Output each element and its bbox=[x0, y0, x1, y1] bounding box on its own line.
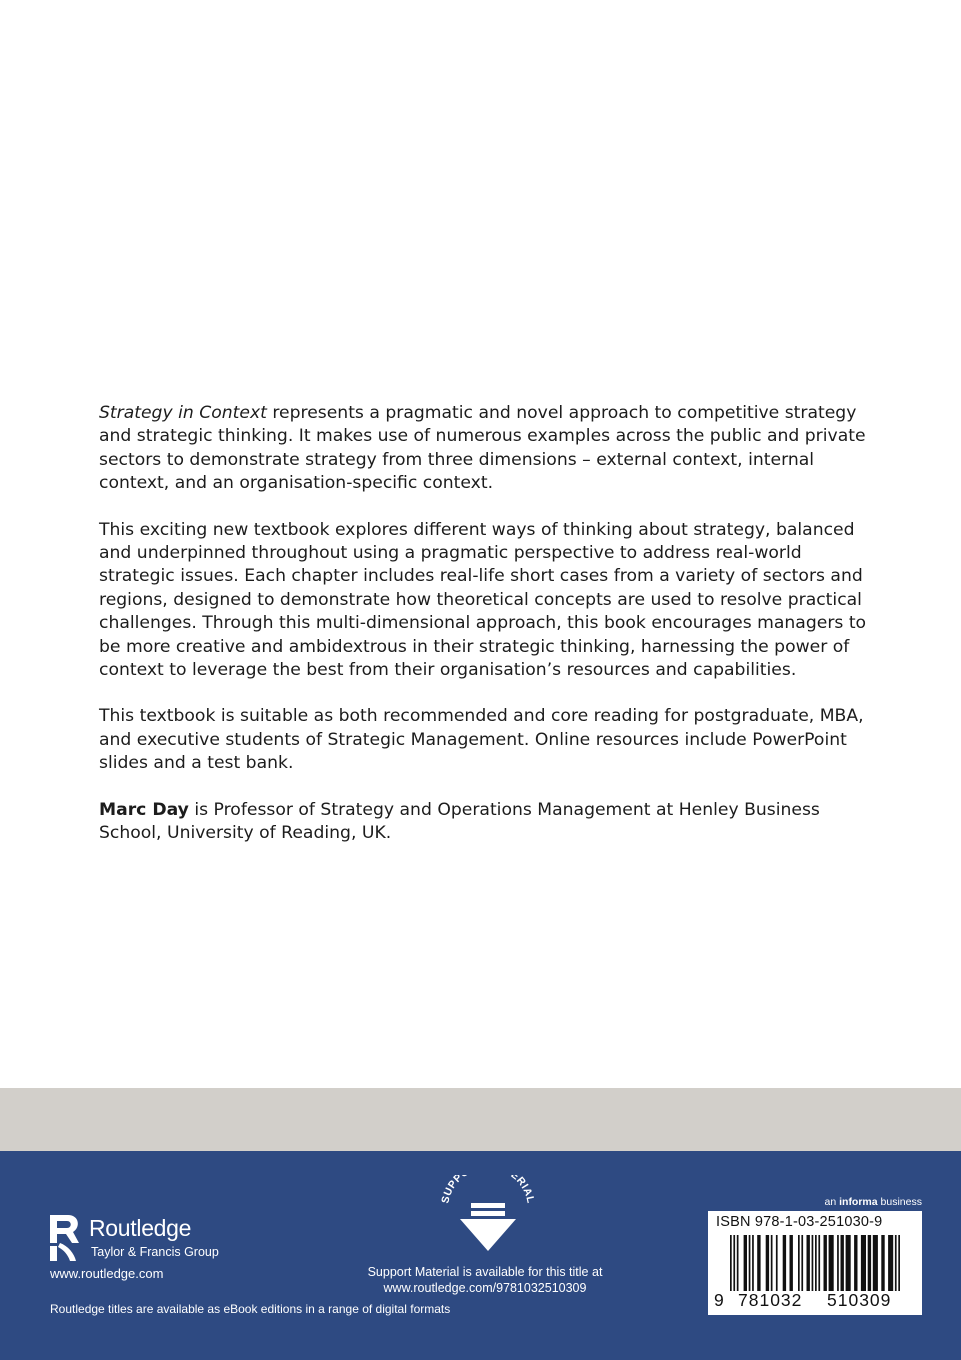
publisher-group: Taylor & Francis Group bbox=[91, 1245, 219, 1259]
barcode-bar bbox=[818, 1235, 820, 1291]
barcode-bar bbox=[807, 1235, 810, 1291]
barcode-bar bbox=[744, 1235, 747, 1291]
informa-prefix: an bbox=[824, 1196, 837, 1208]
barcode-bar bbox=[895, 1235, 897, 1291]
author-bio-text: is Professor of Strategy and Operations Management at Henley Business School, University of Reading, UK. bbox=[99, 799, 820, 844]
barcode-bar bbox=[861, 1235, 866, 1291]
support-material-note bbox=[340, 1264, 630, 1296]
barcode-bar bbox=[752, 1235, 754, 1291]
barcode-bar bbox=[812, 1235, 814, 1291]
isbn-number: ISBN 978-1-03-251030-9 bbox=[716, 1214, 883, 1230]
ebook-availability-note: Routledge titles are available as eBook editions in a range of digital formats bbox=[50, 1302, 451, 1316]
barcode-bar bbox=[737, 1235, 739, 1291]
barcode-bar bbox=[733, 1235, 735, 1291]
barcode-bar bbox=[776, 1235, 778, 1291]
informa-brand: informa bbox=[839, 1196, 878, 1208]
barcode-bar bbox=[837, 1235, 839, 1291]
informa-business-tag bbox=[825, 1196, 923, 1208]
barcode-bar bbox=[757, 1235, 760, 1291]
author-name: Marc Day bbox=[99, 799, 189, 820]
publisher-footer bbox=[0, 1151, 961, 1360]
barcode-bar bbox=[771, 1235, 773, 1291]
author-bio bbox=[99, 799, 869, 846]
barcode-bar bbox=[798, 1235, 800, 1291]
barcode-bar bbox=[881, 1235, 884, 1291]
routledge-r-icon bbox=[48, 1213, 82, 1263]
barcode-bar bbox=[790, 1235, 793, 1291]
barcode-bar bbox=[846, 1235, 851, 1291]
support-badge-label: SUPP ERIAL bbox=[439, 1175, 537, 1205]
barcode-bar bbox=[766, 1235, 769, 1291]
back-cover-description bbox=[99, 402, 869, 869]
barcode-bar bbox=[783, 1235, 786, 1291]
barcode-bar bbox=[873, 1235, 878, 1291]
description-paragraph-1 bbox=[99, 402, 869, 496]
barcode-right-digits: 510309 bbox=[827, 1290, 892, 1310]
barcode-bar bbox=[868, 1235, 871, 1291]
description-paragraph-1-text: represents a pragmatic and novel approach to competitive strategy and strategic thinking. It makes use of numerous examples across the public and private sectors to demonstrate strategy from three dimensions – external context, internal context, and an organisation-specific context. bbox=[99, 403, 866, 494]
informa-suffix: business bbox=[880, 1196, 922, 1208]
barcode-bar bbox=[888, 1235, 893, 1291]
barcode-bar bbox=[801, 1235, 803, 1291]
barcode-bar bbox=[898, 1235, 900, 1291]
barcode-bar bbox=[815, 1235, 817, 1291]
barcode-bar bbox=[730, 1235, 732, 1291]
book-title-italic: Strategy in Context bbox=[99, 403, 267, 423]
support-line-1: Support Material is available for this title at bbox=[367, 1265, 603, 1279]
publisher-website-link[interactable]: www.routledge.com bbox=[50, 1266, 164, 1281]
download-arrow-icon bbox=[438, 1175, 538, 1255]
barcode-bar bbox=[854, 1235, 857, 1291]
barcode-first-digit: 9 bbox=[714, 1290, 725, 1310]
description-paragraph-3: This textbook is suitable as both recommended and core reading for postgraduate, MBA, and executive students of Strategic Management. Online resources include PowerPoint slides and a test bank. bbox=[99, 706, 864, 774]
barcode-bar bbox=[829, 1235, 834, 1291]
barcode-left-digits: 781032 bbox=[738, 1290, 803, 1310]
barcode-bar bbox=[824, 1235, 827, 1291]
barcode-bar bbox=[841, 1235, 844, 1291]
barcode-bar bbox=[749, 1235, 751, 1291]
grey-band bbox=[0, 1088, 961, 1151]
description-paragraph-2: This exciting new textbook explores different ways of thinking about strategy, balanced and underpinned throughout using a pragmatic perspective to address real-world strategic issues. Each chapter includes real-life short cases from a variety of sectors and regions, designed to demonstrate how theoretical concepts are used to resolve practical challenges. Through this multi-dimensional approach, this book encourages managers to be more creative and ambidextrous in their strategic thinking, harnessing the power of context to leverage the best from their organisation’s resources and capabilities. bbox=[99, 519, 867, 681]
support-url-link[interactable]: www.routledge.com/9781032510309 bbox=[383, 1281, 587, 1295]
publisher-name: Routledge bbox=[89, 1215, 192, 1241]
isbn-barcode bbox=[708, 1211, 922, 1315]
support-material-badge bbox=[438, 1175, 538, 1259]
svg-text:SUPPORT MATERIAL bbox=[439, 1175, 536, 1205]
